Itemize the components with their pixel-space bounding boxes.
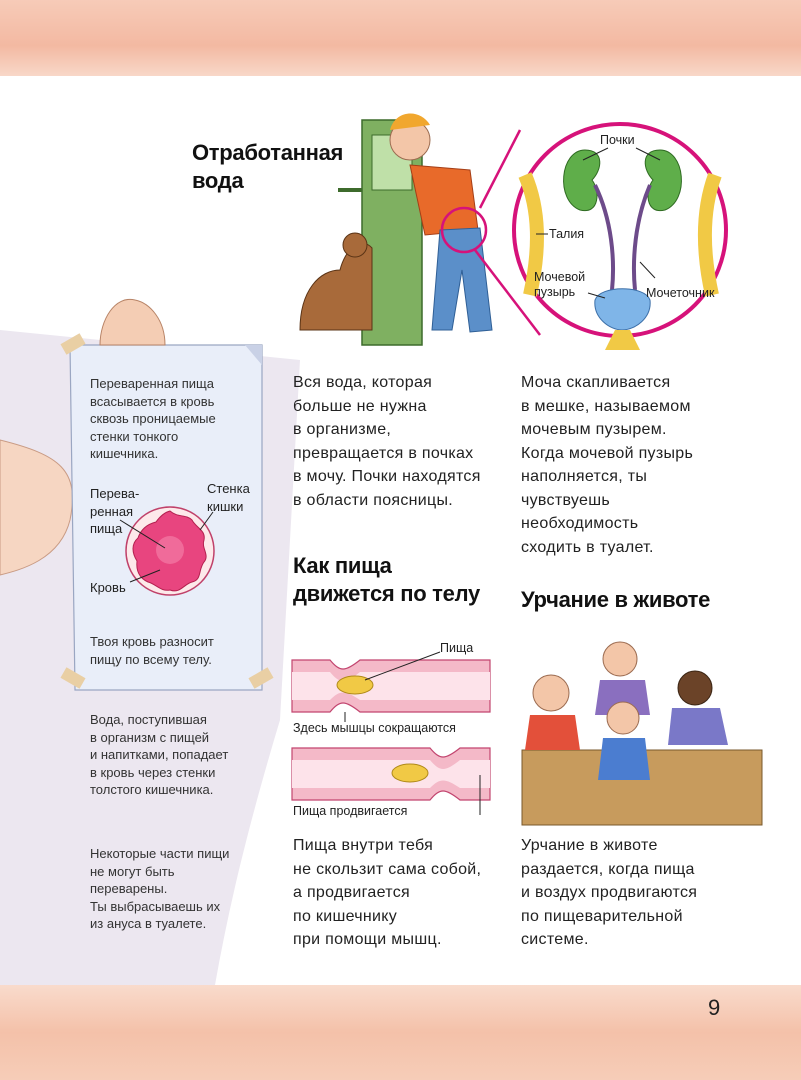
bladder-text: Моча скапливается в мешке, называемом мочевым пузырем. Когда мочевой пузырь наполняется, ты чувствуешь необходимость сходить в туалет. — [521, 374, 694, 556]
heading-food-moves: Как пища движется по телу — [293, 553, 480, 606]
label-intestine-wall: Стенка кишки — [207, 481, 250, 514]
heading-rumbling: Урчание в животе — [521, 587, 710, 612]
waste-water-text: Вся вода, которая больше не нужна в организме, превращается в почках в мочу. Почки находятся в области поясницы. — [293, 374, 481, 509]
label-bladder: Мочевой пузырь — [534, 270, 586, 299]
left-note-water: Вода, поступившая в организм с пищей и напитками, попадает в кровь через стенки толстого кишечника. — [90, 712, 229, 797]
poster-outro-text: Твоя кровь разносит пищу по всему телу. — [90, 634, 214, 667]
left-note-undigested: Некоторые части пищи не могут быть переварены. Ты выбрасываешь их из ануса в туалете. — [90, 846, 230, 931]
label-digested-food: Перева- ренная пища — [90, 486, 140, 536]
label-muscles-contract: Здесь мышцы сокращаются — [293, 721, 456, 735]
label-ureter: Мочеточник — [646, 286, 715, 300]
label-kidneys: Почки — [600, 133, 635, 147]
food-moves-text: Пища внутри тебя не скользит сама собой, а продвигается по кишечнику при помощи мышц. — [293, 837, 482, 948]
label-waist: Талия — [549, 227, 585, 241]
label-food-moves: Пища продвигается — [293, 804, 408, 818]
heading-waste-water: Отработанная вода — [192, 140, 344, 193]
rumbling-text: Урчание в животе раздается, когда пища и воздух продвигаются по пищеварительной системе. — [521, 837, 698, 948]
page-number: 9 — [708, 995, 721, 1020]
label-blood: Кровь — [90, 580, 126, 595]
poster-intro-text: Переваренная пища всасывается в кровь сквозь проницаемые стенки тонкого кишечника. — [90, 376, 216, 461]
label-food: Пища — [440, 641, 474, 655]
